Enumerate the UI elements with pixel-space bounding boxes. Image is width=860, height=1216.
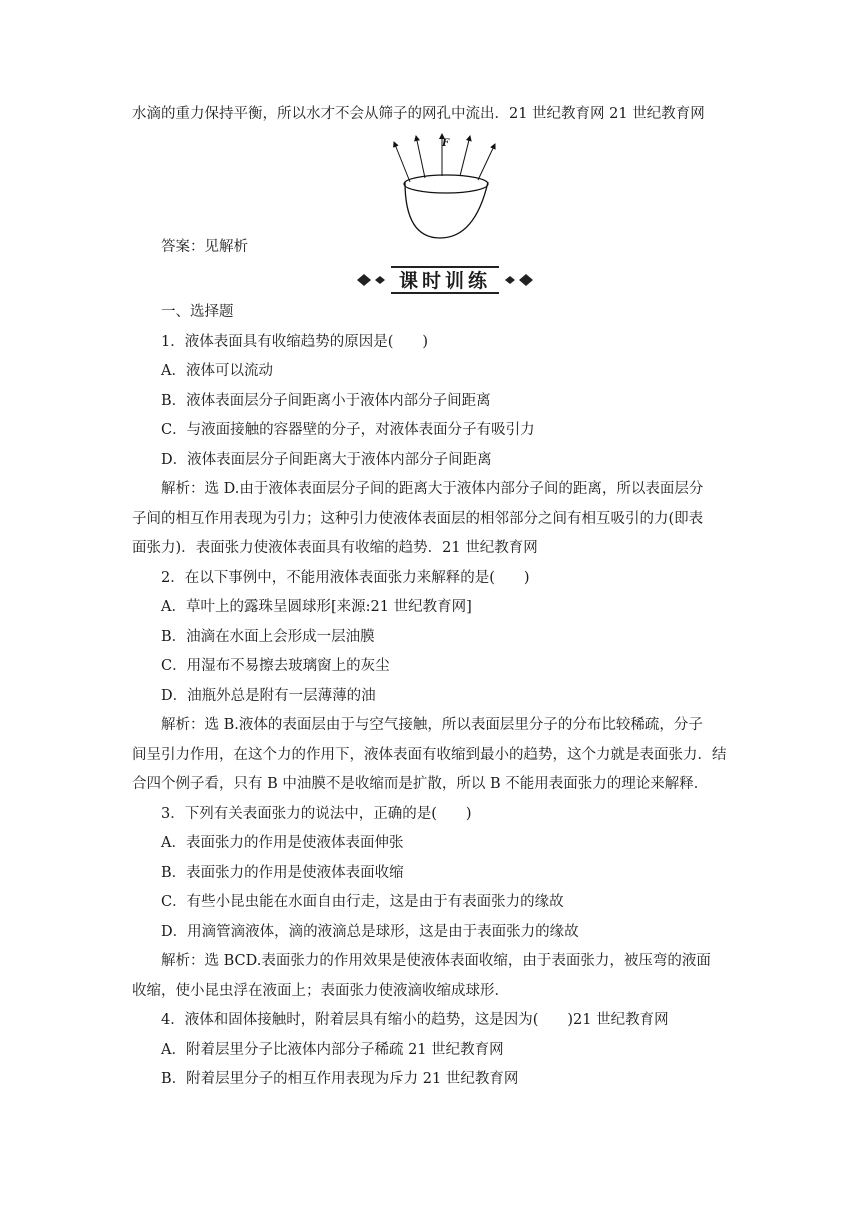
option: C．用湿布不易擦去玻璃窗上的灰尘 (161, 658, 390, 674)
diamond-decoration-icon (499, 273, 535, 287)
option: B．液体表面层分子间距离小于液体内部分子间距离 (161, 393, 491, 409)
analysis-line: 解析：选 D.由于液体表面层分子间的距离大于液体内部分子间的距离，所以表面层分 (161, 481, 704, 497)
answer-line: 答案：见解析 (161, 239, 248, 255)
question-stem: 4．液体和固体接触时，附着层具有缩小的趋势，这是因为( )21 世纪教育网 (161, 1012, 669, 1028)
option: C．有些小昆虫能在水面自由行走，这是由于有表面张力的缘故 (161, 894, 564, 910)
part-title: 一、选择题 (161, 304, 234, 320)
option: D．油瓶外总是附有一层薄薄的油 (161, 688, 376, 704)
option: A．液体可以流动 (161, 363, 273, 379)
option: B．表面张力的作用是使液体表面收缩 (161, 865, 404, 881)
analysis-line: 子间的相互作用表现为引力；这种引力使液体表面层的相邻部分之间有相互吸引的力(即表 (132, 511, 704, 527)
analysis-line: 解析：选 BCD.表面张力的作用效果是使液体表面收缩，由于表面张力，被压弯的液面 (161, 953, 711, 969)
option: D．液体表面层分子间距离大于液体内部分子间距离 (161, 452, 492, 468)
option: A．表面张力的作用是使液体表面伸张 (161, 835, 404, 851)
option: B．附着层里分子的相互作用表现为斥力 21 世纪教育网 (161, 1071, 519, 1087)
question-stem: 2．在以下事例中，不能用液体表面张力来解释的是( ) (161, 570, 530, 586)
question-stem: 1．液体表面具有收缩趋势的原因是( ) (161, 334, 429, 350)
option: C．与液面接触的容器壁的分子，对液体表面分子有吸引力 (161, 422, 535, 438)
option: A．附着层里分子比液体内部分子稀疏 21 世纪教育网 (161, 1042, 504, 1058)
diamond-decoration-icon (355, 273, 391, 287)
sieve-force-diagram-icon (380, 130, 500, 242)
section-title: 课时训练 (398, 270, 491, 292)
option: D．用滴管滴液体，滴的液滴总是球形，这是由于表面张力的缘故 (161, 924, 579, 940)
section-banner (355, 265, 535, 297)
analysis-line: 间呈引力作用，在这个力的作用下，液体表面有收缩到最小的趋势，这个力就是表面张力．结 (132, 747, 727, 763)
analysis-line: 解析：选 B.液体的表面层由于与空气接触，所以表面层里分子的分布比较稀疏，分子 (161, 717, 703, 733)
force-label: F (442, 138, 450, 149)
body-text-line: 水滴的重力保持平衡，所以水才不会从筛子的网孔中流出．21 世纪教育网 21 世纪教育网 (132, 106, 705, 122)
analysis-line: 面张力)．表面张力使液体表面具有收缩的趋势．21 世纪教育网 (132, 540, 538, 556)
analysis-line: 收缩，使小昆虫浮在液面上；表面张力使液滴收缩成球形． (132, 983, 509, 999)
question-stem: 3．下列有关表面张力的说法中，正确的是( ) (161, 806, 472, 822)
analysis-line: 合四个例子看，只有 B 中油膜不是收缩而是扩散，所以 B 不能用表面张力的理论来解释． (132, 776, 709, 792)
option: B．油滴在水面上会形成一层油膜 (161, 629, 375, 645)
option: A．草叶上的露珠呈圆球形[来源:21 世纪教育网] (161, 599, 472, 615)
